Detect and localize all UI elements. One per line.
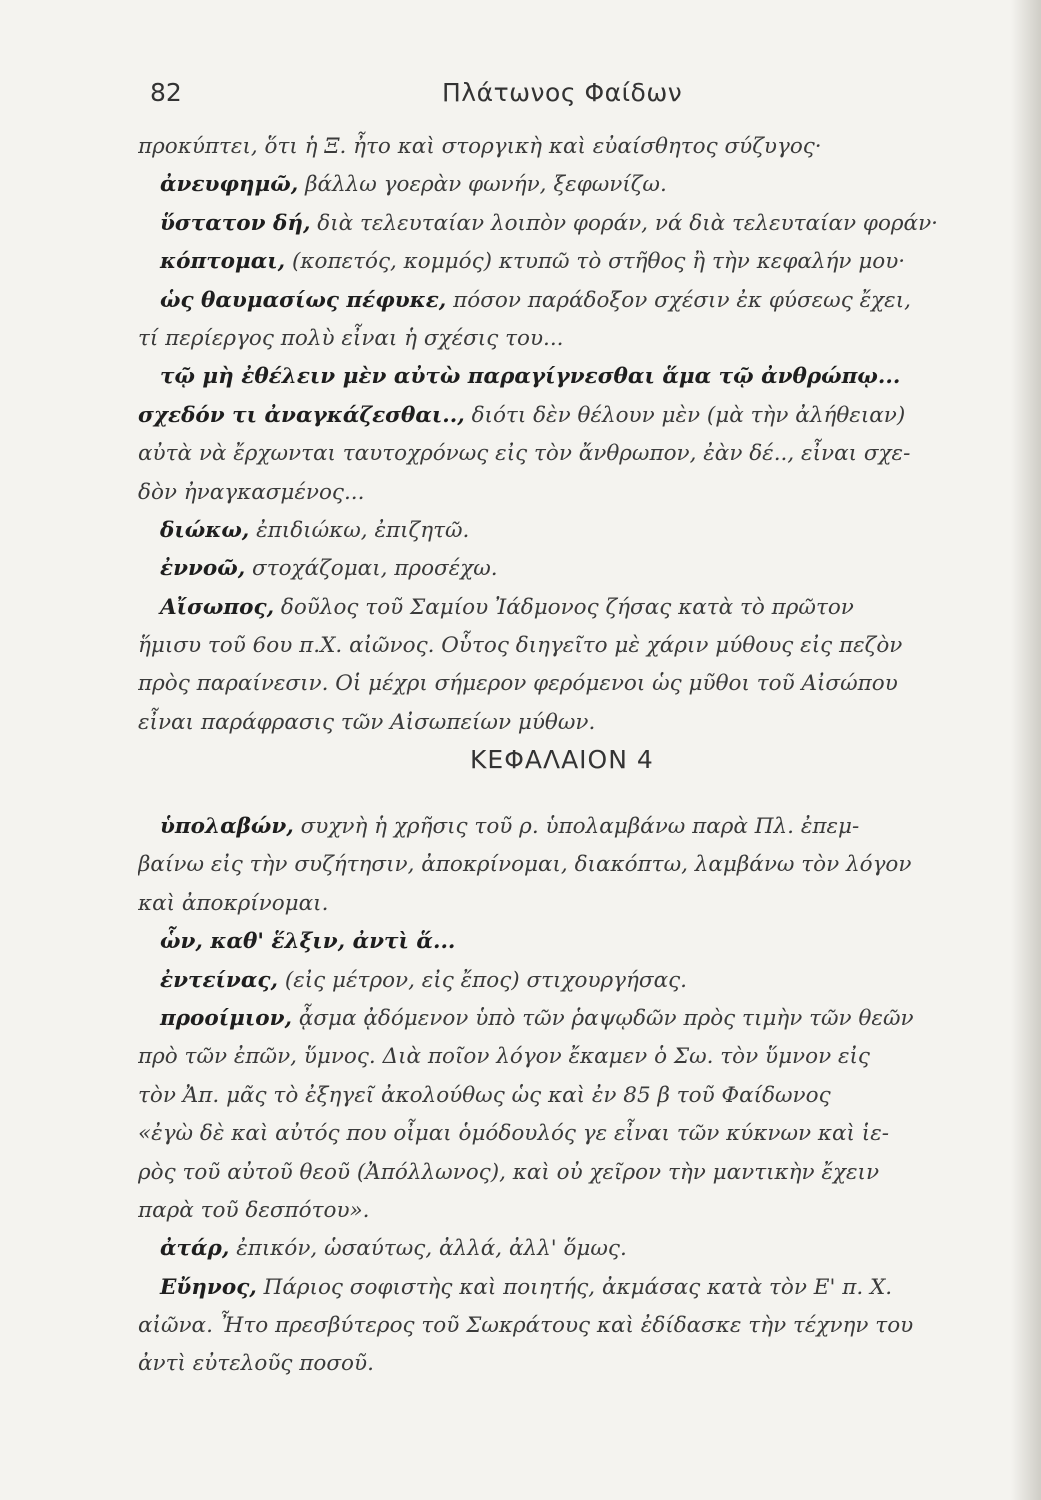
- text-line: [138, 808, 1013, 846]
- text-line: [138, 1192, 1013, 1230]
- text-line: [138, 589, 1013, 627]
- commentary-block-1: [138, 128, 1013, 742]
- text-line: [138, 474, 1013, 512]
- text-line: [138, 128, 1013, 166]
- gloss-text: δὸν ἠναγκασμένος...: [138, 479, 365, 505]
- running-title: Πλάτωνος Φαίδων: [442, 78, 683, 107]
- text-line: [138, 166, 1013, 204]
- gloss-text: τί περίεργος πολὺ εἶναι ἡ σχέσις του...: [138, 325, 564, 351]
- gloss-text: αὐτὰ νὰ ἔρχωνται ταυτοχρόνως εἰς τὸν ἄνθρωπον, ἐὰν δέ.., εἶναι σχε-: [138, 441, 911, 467]
- text-line: [138, 320, 1013, 358]
- gloss-text: ἐπιδιώκω, ἐπιζητῶ.: [256, 517, 470, 543]
- text-line: [138, 1230, 1013, 1268]
- lemma-term: τῷ μὴ ἐθέλειν μὲν αὐτὼ παραγίγνεσθαι ἅμα τῷ ἀνθρώπῳ...: [160, 364, 901, 390]
- gloss-text: καὶ ἀποκρίνομαι.: [138, 890, 329, 916]
- gloss-text: στοχάζομαι, προσέχω.: [252, 556, 498, 582]
- gloss-text: πρὸς παραίνεσιν. Οἱ μέχρι σήμερον φερόμενοι ὡς μῦθοι τοῦ Αἰσώπου: [138, 671, 898, 697]
- text-line: [138, 885, 1013, 923]
- text-line: [138, 1000, 1013, 1038]
- gloss-text: δοῦλος τοῦ Σαμίου Ἰάδμονος ζήσας κατὰ τὸ πρῶτον: [280, 594, 854, 620]
- lemma-term: ἀτάρ,: [160, 1236, 230, 1262]
- gloss-text: βαίνω εἰς τὴν συζήτησιν, ἀποκρίνομαι, διακόπτω, λαμβάνω τὸν λόγον: [138, 852, 912, 878]
- text-line: [138, 512, 1013, 550]
- text-line: [138, 1345, 1013, 1383]
- lemma-term: διώκω,: [160, 517, 250, 543]
- page-header: [150, 78, 1010, 114]
- lemma-term: ἐντείνας,: [160, 967, 278, 993]
- gloss-text: βάλλω γοερὰν φωνήν, ξεφωνίζω.: [305, 172, 667, 198]
- text-line: [138, 846, 1013, 884]
- text-line: [138, 1077, 1013, 1115]
- gloss-text: πόσον παράδοξον σχέσιν ἐκ φύσεως ἔχει,: [453, 287, 911, 313]
- chapter-title: ΚΕΦΑΛΑΙΟΝ 4: [470, 745, 654, 774]
- text-line: [138, 665, 1013, 703]
- text-line: [138, 550, 1013, 588]
- text-line: [138, 243, 1013, 281]
- text-line: [138, 205, 1013, 243]
- gloss-text: πρὸ τῶν ἐπῶν, ὕμνος. Διὰ ποῖον λόγον ἔκαμεν ὁ Σω. τὸν ὕμνον εἰς: [138, 1044, 870, 1070]
- gloss-text: τὸν Ἀπ. μᾶς τὸ ἐξηγεῖ ἀκολούθως ὡς καὶ ἐν 85 β τοῦ Φαίδωνος: [138, 1082, 831, 1108]
- gloss-text: προκύπτει, ὅτι ἡ Ξ. ἦτο καὶ στοργικὴ καὶ εὐαίσθητος σύζυγος·: [138, 134, 822, 159]
- lemma-term: σχεδόν τι ἀναγκάζεσθαι..,: [138, 402, 465, 428]
- gloss-text: ἐπικόν, ὡσαύτως, ἀλλά, ἀλλ' ὅμως.: [236, 1236, 627, 1262]
- page-number: 82: [150, 78, 182, 107]
- lemma-term: Αἴσωπος,: [160, 594, 275, 620]
- text-line: [138, 1307, 1013, 1345]
- gloss-text: Πάριος σοφιστὴς καὶ ποιητής, ἀκμάσας κατὰ τὸν Ε' π. Χ.: [263, 1274, 893, 1300]
- gloss-text: ἥμισυ τοῦ 6ου π.Χ. αἰῶνος. Οὗτος διηγεῖτο μὲ χάριν μύθους εἰς πεζὸν: [138, 633, 903, 659]
- text-line: [138, 435, 1013, 473]
- gloss-text: ἀντὶ εὐτελοῦς ποσοῦ.: [138, 1351, 374, 1377]
- text-line: [138, 923, 1013, 961]
- gloss-text: διότι δὲν θέλουν μὲν (μὰ τὴν ἀλήθειαν): [471, 402, 906, 428]
- lemma-term: ἀνευφημῶ,: [160, 172, 299, 198]
- lemma-term: κόπτομαι,: [160, 249, 286, 275]
- gloss-text: ᾆσμα ᾀδόμενον ὑπὸ τῶν ῥαψῳδῶν πρὸς τιμὴν τῶν θεῶν: [298, 1005, 914, 1031]
- text-line: [138, 1038, 1013, 1076]
- page-edge-shadow: [1011, 0, 1041, 1500]
- text-line: [138, 1154, 1013, 1192]
- gloss-text: παρὰ τοῦ δεσπότου».: [138, 1197, 370, 1223]
- text-line: [138, 962, 1013, 1000]
- lemma-term: ὑπολαβών,: [160, 814, 294, 839]
- text-line: [138, 358, 1013, 396]
- lemma-term: Εὔηνος,: [160, 1274, 257, 1300]
- lemma-term: ὡς θαυμασίως πέφυκε,: [160, 287, 447, 313]
- lemma-term: ὧν, καθ' ἕλξιν, ἀντὶ ἅ...: [160, 929, 456, 955]
- text-line: [138, 282, 1013, 320]
- gloss-text: (κοπετός, κομμός) κτυπῶ τὸ στῆθος ἢ τὴν κεφαλήν μου·: [292, 249, 906, 275]
- text-line: [138, 704, 1013, 742]
- gloss-text: (εἰς μέτρον, εἰς ἔπος) στιχουργήσας.: [284, 967, 687, 993]
- gloss-text: αἰῶνα. Ἦτο πρεσβύτερος τοῦ Σωκράτους καὶ ἐδίδασκε τὴν τέχνην του: [138, 1313, 914, 1339]
- gloss-text: ρὸς τοῦ αὐτοῦ θεοῦ (Ἀπόλλωνος), καὶ οὐ χεῖρον τὴν μαντικὴν ἔχειν: [138, 1159, 880, 1185]
- commentary-block-2: [138, 808, 1013, 1384]
- lemma-term: προοίμιον,: [160, 1005, 293, 1031]
- gloss-text: διὰ τελευταίαν λοιπὸν φοράν, νά διὰ τελευταίαν φοράν·: [317, 210, 938, 236]
- lemma-term: ὕστατον δή,: [160, 210, 311, 236]
- gloss-text: συχνὴ ἡ χρῆσις τοῦ ρ. ὑπολαμβάνω παρὰ Πλ. ἐπεμ-: [300, 814, 860, 839]
- text-line: [138, 397, 1013, 435]
- lemma-term: ἐννοῶ,: [160, 556, 246, 582]
- gloss-text: «ἐγὼ δὲ καὶ αὐτός που οἶμαι ὁμόδουλός γε εἶναι τῶν κύκνων καὶ ἱε-: [138, 1121, 890, 1147]
- gloss-text: εἶναι παράφρασις τῶν Αἰσωπείων μύθων.: [138, 709, 596, 735]
- text-line: [138, 1269, 1013, 1307]
- text-line: [138, 627, 1013, 665]
- text-line: [138, 1115, 1013, 1153]
